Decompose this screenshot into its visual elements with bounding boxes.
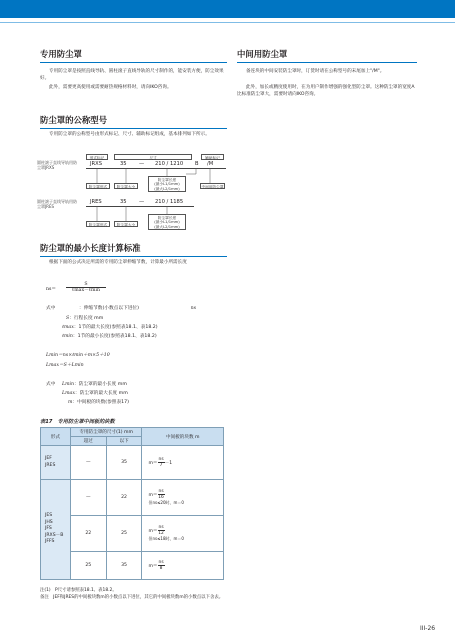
row1-box-size: 防尘罩大小	[114, 183, 138, 189]
table-row	[41, 446, 224, 480]
lmax-equation: Lmax＝S＋Lmin	[46, 363, 84, 368]
row1-length: 210 / 1210	[155, 161, 184, 167]
header-over: 超过	[70, 437, 106, 446]
ns-formula-lhs: ns＝	[46, 287, 57, 292]
row1-description: 圆柱滚子直线导轨用防尘罩JRXS	[37, 160, 77, 170]
row2-length: 210 / 1185	[155, 199, 184, 205]
plate-count-cell: m＝ $\frac{ns}{8}$	[142, 552, 224, 580]
over-cell: —	[70, 480, 106, 516]
over-cell: 22	[70, 516, 106, 552]
row1-aux-b: B	[195, 161, 199, 167]
row1-dash: —	[139, 161, 145, 167]
over-cell: 25	[70, 552, 106, 580]
middle-cover-paragraph-1: 备连块的中间安装防尘罩时，订货时请在公称型号的末尾加上"/M"。	[246, 69, 385, 74]
plate-count-cell: m＝ $\frac{ns}{12}$ 但ns≤18时、m＝0	[142, 516, 224, 552]
table-caption: 表17 专用防尘罩中间板的块数	[40, 419, 115, 425]
lmin-equation: Lmin＝ns×ℓmin＋m×5＋10	[46, 353, 110, 358]
middle-plate-table	[40, 427, 224, 580]
row1-box-length: 防尘罩长度 (最小L1/1mm) (最大L2/1mm)	[148, 176, 186, 192]
plate-count-cell: m＝ $\frac{ns}{7}$ －1	[142, 446, 224, 480]
min-length-heading: 防尘罩的最小长度计算标准	[40, 242, 227, 257]
row2-description: 圆柱滚子直线导轨用防尘罩JRES	[37, 199, 77, 209]
aux-mark-label: 辅助标记	[201, 154, 224, 160]
ns-formula-denominator: ℓmax－ℓmin	[71, 288, 101, 293]
under-cell: 25	[106, 516, 142, 552]
form-cell-group2: JES JHS JFS JRXS－B JFFS	[41, 480, 71, 580]
under-cell: 35	[106, 552, 142, 580]
where-label-1: 式中	[46, 306, 56, 311]
form-cell-group1: JEF JRES	[41, 446, 71, 480]
def-lmax: ℓmax：1节的最大长度(参照表18.1、表18.2)	[62, 325, 158, 330]
row2-box-form: 防尘罩形式	[86, 221, 110, 227]
table-row	[41, 480, 224, 516]
min-length-paragraph: 根据下面的公式决定所需的专用防尘罩伸缩节数，计算最小所需长度	[49, 260, 187, 265]
dust-cover-paragraph-2: 此外，需要更高使用或需要耐热规格材料时，请向IKO咨询。	[49, 85, 172, 90]
def-m: m：中间板的块数(参照表17)	[68, 400, 129, 405]
header-pitch: 专用防尘罩的尺寸(1) mm	[70, 428, 142, 437]
row1-box-middle: 中间用防尘罩	[201, 184, 224, 189]
header-plate-count: 中间板的块数 m	[142, 428, 224, 446]
row2-box-size: 防尘罩大小	[114, 221, 138, 227]
row2-dash: —	[139, 199, 145, 205]
middle-cover-paragraph-2: 此外，加长或精度使用时，在为用户制作增强的强化型防尘罩。这种防尘罩的宽度A比标准防尘罩大，需要时请向IKO咨询。	[237, 85, 415, 98]
size-label: 尺寸	[114, 154, 192, 160]
dust-cover-heading: 专用防尘罩	[40, 48, 227, 63]
row1-code: JRXS	[90, 161, 102, 167]
where-label-2: 式中	[46, 382, 56, 387]
nominal-model-paragraph: 专用防尘罩的公称型号由形式标记、尺寸、辅助标记组成，基本排列如下所示。	[49, 132, 210, 137]
dust-cover-paragraph-1: 专用防尘罩是按照直线导轨、圆柱滚子直线导轨的尺寸制作的，能安装方便，防尘效果好。	[40, 69, 224, 82]
header-under: 以下	[106, 437, 142, 446]
def-lmin-length: Lmin：防尘罩的最小长度 mm	[62, 382, 127, 387]
header-form: 形式	[41, 428, 71, 446]
row2-code: JRES	[90, 199, 102, 205]
def-lmin: ℓmin：1节的最小长度(参照表18.1、表18.2)	[62, 334, 157, 339]
row2-size: 35	[120, 199, 127, 205]
nominal-model-heading: 防尘罩的公称型号	[40, 114, 227, 129]
page-number: III-26	[420, 625, 436, 632]
under-cell: 35	[106, 446, 142, 480]
table-remark: 备注 JEF和JRES的中间板块数m的小数点以下进位，其它的中间板块数m的小数点以下舍去。	[40, 595, 224, 600]
def-ns: ：伸缩节数(小数点以下进位)	[79, 306, 139, 311]
form-mark-label: 形式标记	[86, 154, 108, 160]
middle-cover-heading: 中间用防尘罩	[237, 48, 417, 63]
over-cell: —	[70, 446, 106, 480]
row1-box-form: 防尘罩形式	[86, 183, 110, 189]
table-note-1: 注(1) P尺寸请参照表18.1、表18.2。	[40, 588, 117, 593]
plate-count-cell: m＝ $\frac{ns}{16}$ 但ns≤20时、m＝0	[142, 480, 224, 516]
row2-box-length: 防尘罩长度 (最小L1/1mm) (最大L2/1mm)	[148, 214, 186, 230]
under-cell: 22	[106, 480, 142, 516]
def-lmax-length: Lmax：防尘罩的最大长度 mm	[62, 391, 128, 396]
def-s: S：行程长度 mm	[66, 316, 104, 321]
ns-formula-numerator: S	[66, 282, 106, 288]
row1-size: 35	[120, 161, 127, 167]
row1-aux-m: /M	[207, 161, 214, 167]
def-ns-symbol: ns	[190, 306, 196, 311]
